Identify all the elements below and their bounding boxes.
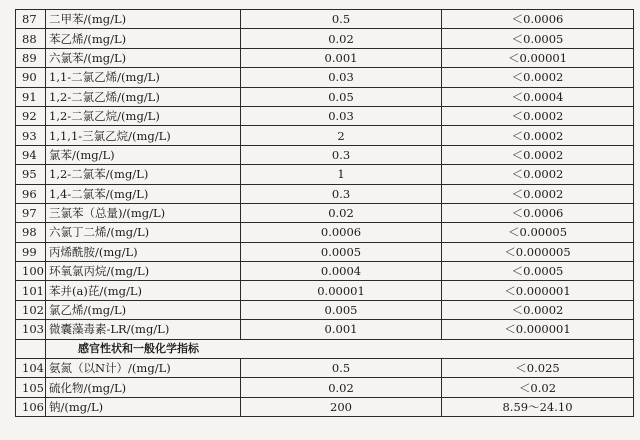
measured-value: ＜0.0002: [442, 184, 634, 203]
table-row: [16, 68, 634, 87]
table-row: [16, 378, 634, 397]
indicator-name: 氯乙烯/(mg/L): [46, 300, 241, 319]
row-number: 95: [16, 165, 46, 184]
measured-value: ＜0.000001: [442, 320, 634, 339]
measured-value: ＜0.0002: [442, 165, 634, 184]
table-row: [16, 184, 634, 203]
indicator-name: 1,2-二氯乙烷/(mg/L): [46, 106, 241, 125]
standard-limit: 0.00001: [241, 281, 442, 300]
indicator-name: 环氧氯丙烷/(mg/L): [46, 262, 241, 281]
row-number: 99: [16, 242, 46, 261]
table-row: [16, 145, 634, 164]
row-number: 87: [16, 10, 46, 29]
indicator-name: 丙烯酰胺/(mg/L): [46, 242, 241, 261]
indicator-name: 苯乙烯/(mg/L): [46, 29, 241, 48]
measured-value: ＜0.0002: [442, 126, 634, 145]
row-number: 89: [16, 48, 46, 67]
table-row: [16, 397, 634, 416]
standard-limit: 0.05: [241, 87, 442, 106]
standard-limit: 0.3: [241, 184, 442, 203]
row-number: 90: [16, 68, 46, 87]
indicator-name: 三氯苯（总量)/(mg/L): [46, 203, 241, 222]
indicator-name: 1,2-二氯苯/(mg/L): [46, 165, 241, 184]
row-number: 94: [16, 145, 46, 164]
table-body: [16, 10, 634, 340]
measured-value: ＜0.0002: [442, 300, 634, 319]
table-row: [16, 300, 634, 319]
indicator-name: 氨氮（以N计）/(mg/L): [46, 359, 241, 378]
indicator-name: 1,2-二氯乙烯/(mg/L): [46, 87, 241, 106]
table-row: [16, 242, 634, 261]
table-row: [16, 281, 634, 300]
measured-value: ＜0.00001: [442, 48, 634, 67]
section-no-cell: [16, 339, 46, 358]
measured-value: ＜0.00005: [442, 223, 634, 242]
row-number: 106: [16, 397, 46, 416]
table-row: [16, 48, 634, 67]
row-number: 100: [16, 262, 46, 281]
standard-limit: 0.3: [241, 145, 442, 164]
measured-value: ＜0.025: [442, 359, 634, 378]
section-title: 感官性状和一般化学指标: [46, 339, 634, 358]
indicator-name: 钠/(mg/L): [46, 397, 241, 416]
measured-value: ＜0.02: [442, 378, 634, 397]
indicator-name: 1,4-二氯苯/(mg/L): [46, 184, 241, 203]
indicator-name: 1,1-二氯乙烯/(mg/L): [46, 68, 241, 87]
measured-value: ＜0.0005: [442, 262, 634, 281]
table-row: [16, 262, 634, 281]
standard-limit: 0.03: [241, 68, 442, 87]
table-row: [16, 165, 634, 184]
row-number: 105: [16, 378, 46, 397]
table-row: [16, 223, 634, 242]
table-row: [16, 87, 634, 106]
row-number: 101: [16, 281, 46, 300]
standard-limit: 0.001: [241, 48, 442, 67]
standard-limit: 0.03: [241, 106, 442, 125]
measured-value: ＜0.000001: [442, 281, 634, 300]
standard-limit: 0.001: [241, 320, 442, 339]
standard-limit: 1: [241, 165, 442, 184]
table-row: [16, 10, 634, 29]
measured-value: ＜0.000005: [442, 242, 634, 261]
measured-value: ＜0.0002: [442, 106, 634, 125]
standard-limit: 0.005: [241, 300, 442, 319]
indicator-name: 二甲苯/(mg/L): [46, 10, 241, 29]
section-row: [16, 339, 634, 358]
table-row: [16, 359, 634, 378]
standard-limit: 0.02: [241, 378, 442, 397]
row-number: 102: [16, 300, 46, 319]
row-number: 88: [16, 29, 46, 48]
standard-limit: 0.0006: [241, 223, 442, 242]
standard-limit: 0.5: [241, 359, 442, 378]
indicator-name: 硫化物/(mg/L): [46, 378, 241, 397]
measured-value: 8.59～24.10: [442, 397, 634, 416]
table-row: [16, 203, 634, 222]
row-number: 96: [16, 184, 46, 203]
table-row: [16, 29, 634, 48]
standard-limit: 0.0004: [241, 262, 442, 281]
indicator-name: 1,1,1-三氯乙烷/(mg/L): [46, 126, 241, 145]
measured-value: ＜0.0006: [442, 203, 634, 222]
row-number: 93: [16, 126, 46, 145]
standard-limit: 0.02: [241, 203, 442, 222]
standard-limit: 200: [241, 397, 442, 416]
table-row: [16, 320, 634, 339]
measured-value: ＜0.0006: [442, 10, 634, 29]
row-number: 103: [16, 320, 46, 339]
table-body-2: [16, 359, 634, 417]
row-number: 104: [16, 359, 46, 378]
table-row: [16, 126, 634, 145]
measured-value: ＜0.0002: [442, 68, 634, 87]
section-header: [16, 339, 634, 358]
measured-value: ＜0.0002: [442, 145, 634, 164]
water-quality-table: [15, 9, 634, 417]
standard-limit: 0.02: [241, 29, 442, 48]
row-number: 97: [16, 203, 46, 222]
standard-limit: 2: [241, 126, 442, 145]
standard-limit: 0.5: [241, 10, 442, 29]
indicator-name: 六氯苯/(mg/L): [46, 48, 241, 67]
row-number: 92: [16, 106, 46, 125]
standard-limit: 0.0005: [241, 242, 442, 261]
measured-value: ＜0.0004: [442, 87, 634, 106]
indicator-name: 苯并(a)芘/(mg/L): [46, 281, 241, 300]
indicator-name: 六氯丁二烯/(mg/L): [46, 223, 241, 242]
row-number: 91: [16, 87, 46, 106]
indicator-name: 微囊藻毒素-LR/(mg/L): [46, 320, 241, 339]
table-row: [16, 106, 634, 125]
indicator-name: 氯苯/(mg/L): [46, 145, 241, 164]
row-number: 98: [16, 223, 46, 242]
measured-value: ＜0.0005: [442, 29, 634, 48]
